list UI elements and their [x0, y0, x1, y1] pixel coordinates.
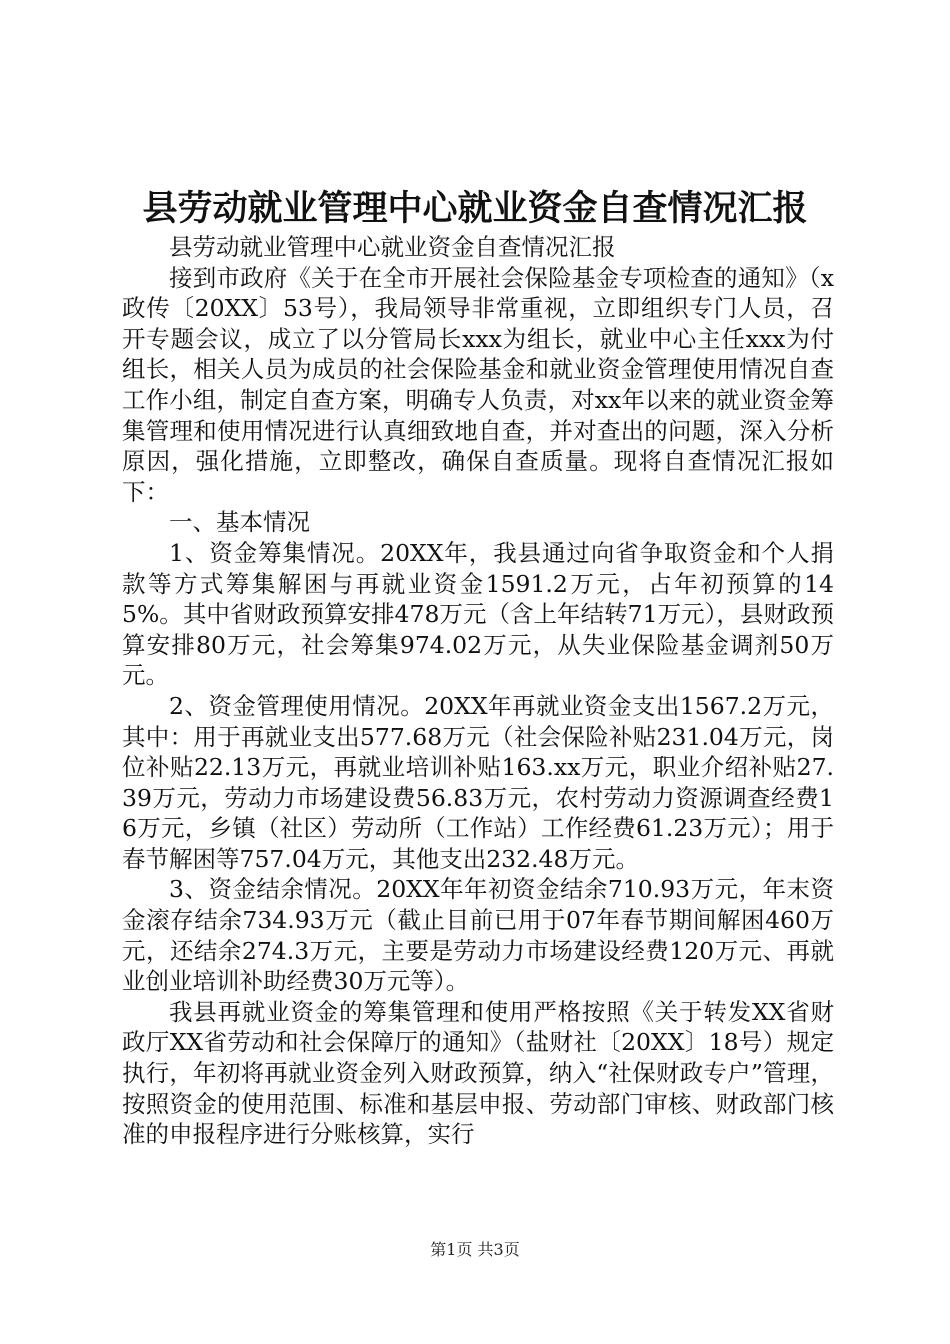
- paragraph-fund-raising: 1、资金筹集情况。20XX年，我县通过向省争取资金和个人捐款等方式筹集解困与再就业资金1591.2万元，占年初预算的145%。其中省财政预算安排478万元（含上年结转71万元），县财政预算安排80万元，社会筹集974.02万元，从失业保险基金调剂50万元。: [122, 538, 834, 690]
- paragraph-intro: 接到市政府《关于在全市开展社会保险基金专项检查的通知》（x政传〔20XX〕53号），我局领导非常重视，立即组织专门人员，召开专题会议，成立了以分管局长xxx为组长，就业中心主任xxx为付组长，相关人员为成员的社会保险基金和就业资金管理使用情况自查工作小组，制定自查方案，明确专人负责，对xx年以来的就业资金筹集管理和使用情况进行认真细致地自查，并对查出的问题，深入分析原因，强化措施，立即整改，确保自查质量。现将自查情况汇报如下：: [122, 263, 834, 506]
- paragraph-management-rules: 我县再就业资金的筹集管理和使用严格按照《关于转发XX省财政厅XX省劳动和社会保障厅的通知》（盐财社〔20XX〕18号）规定执行，年初将再就业资金列入财政预算，纳入“社保财政专户”管理，按照资金的使用范围、标准和基层申报、劳动部门审核、财政部门核准的申报程序进行分账核算，实行: [122, 997, 834, 1149]
- paragraph-fund-balance: 3、资金结余情况。20XX年年初资金结余710.93万元，年末资金滚存结余734.93万元（截止目前已用于07年春节期间解困460万元，还结余274.3万元，主要是劳动力市场建设经费120万元、再就业创业培训补助经费30万元等）。: [122, 875, 834, 996]
- page-indicator: 第1页 共3页: [430, 1240, 520, 1259]
- document-title: 县劳动就业管理中心就业资金自查情况汇报: [142, 189, 808, 229]
- document-body: [122, 232, 834, 1150]
- section-heading-basic-situation: 一、基本情况: [169, 508, 310, 537]
- paragraph-fund-usage: 2、资金管理使用情况。20XX年再就业资金支出1567.2万元，其中：用于再就业支出577.68万元（社会保险补贴231.04万元，岗位补贴22.13万元，再就业培训补贴163.xx万元，职业介绍补贴27.39万元，劳动力市场建设费56.83万元，农村劳动力资源调查经费16万元，乡镇（社区）劳动所（工作站）工作经费61.23万元）；用于春节解困等757.04万元，其他支出232.48万元。: [122, 691, 834, 873]
- page-footer: [0, 1239, 950, 1261]
- paragraph-subtitle: 县劳动就业管理中心就业资金自查情况汇报: [169, 233, 616, 261]
